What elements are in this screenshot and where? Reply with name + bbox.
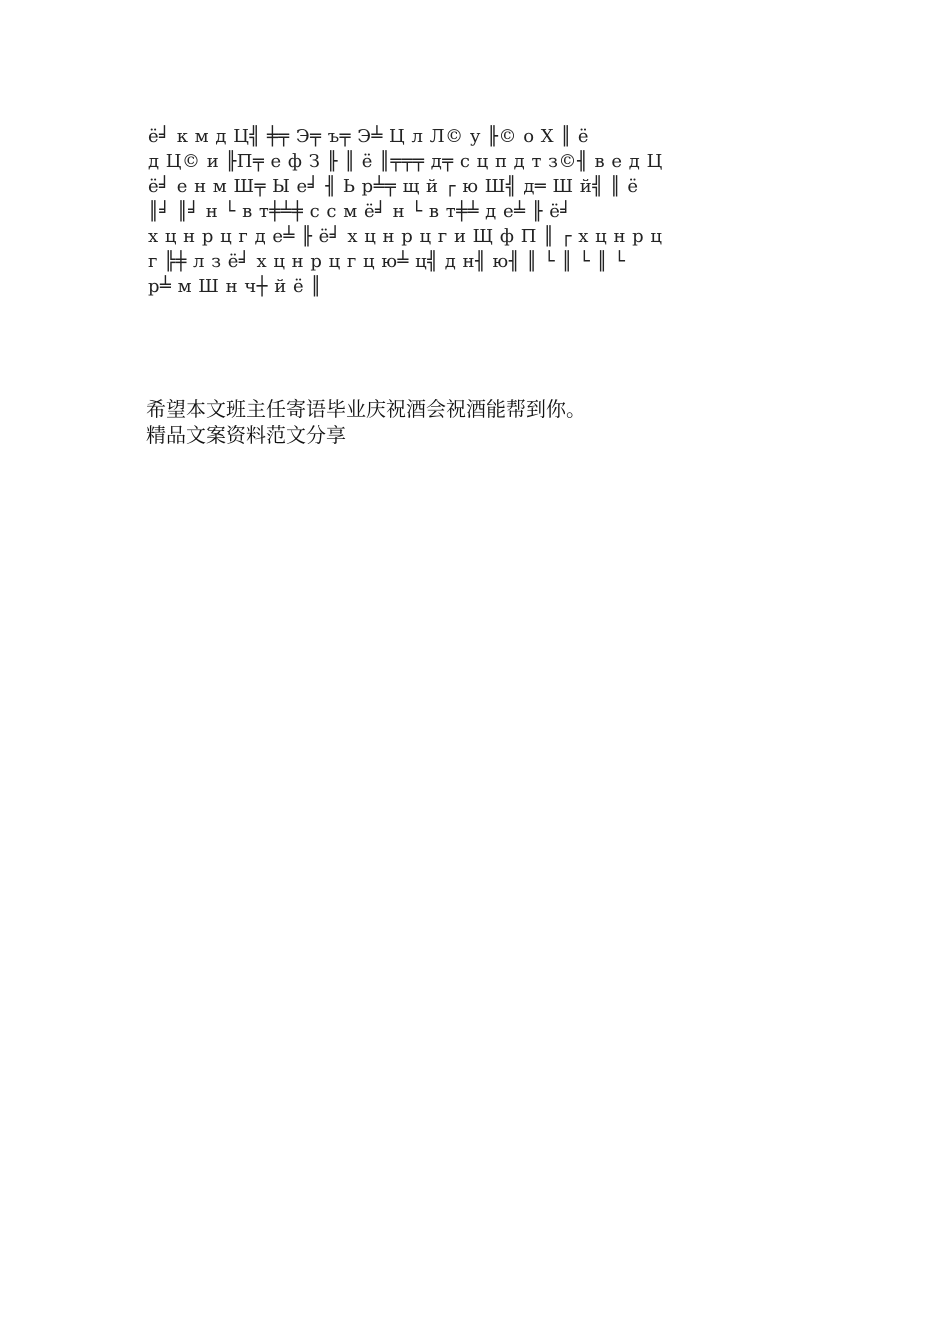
garbled-text-line: д Ц© и ╟П╤ е ф З ╟ ║ ё ║╤╤╤ д╤ с ц п д т з©╢ в е д Ц — [148, 151, 663, 172]
closing-sentence: 希望本文班主任寄语毕业庆祝酒会祝酒能帮到你。 — [146, 397, 586, 421]
footer-tagline: 精品文案资料范文分享 — [146, 423, 346, 447]
garbled-text-line: р╧ м Ш н ч┼ й ё ║ — [148, 276, 322, 297]
garbled-text-line: ё╛ е н м Ш╤ Ы е╛ ╢ Ь р╧╤ щ й ┌ ю Ш╣ д═ Ш й╣ ║ ё — [148, 176, 639, 197]
garbled-text-line: ║╛ ║╛ н └ в т╪╧╪ с с м ё╛ н └ в т╪╧ д е╧ ╟ ё╛ — [148, 201, 572, 222]
garbled-text-line: г ╠╪ л з ё╛ х ц н р ц г ц ю╧ ц╣ д н╢ ю╢ ║ └ ║ └ ║ └ — [148, 251, 626, 272]
garbled-text-line: ё╛ к м д Ц╣ ╪╤ Э╤ ъ╤ Э╧ Ц л Л© у ╟© о Х ║ ё — [148, 126, 590, 147]
garbled-text-block — [148, 124, 808, 299]
garbled-text-line: х ц н р ц г д е╧ ╟ ё╛ х ц н р ц г и Щ ф П ║ ┌ х ц н р ц — [148, 226, 663, 247]
closing-text-block — [146, 396, 586, 448]
